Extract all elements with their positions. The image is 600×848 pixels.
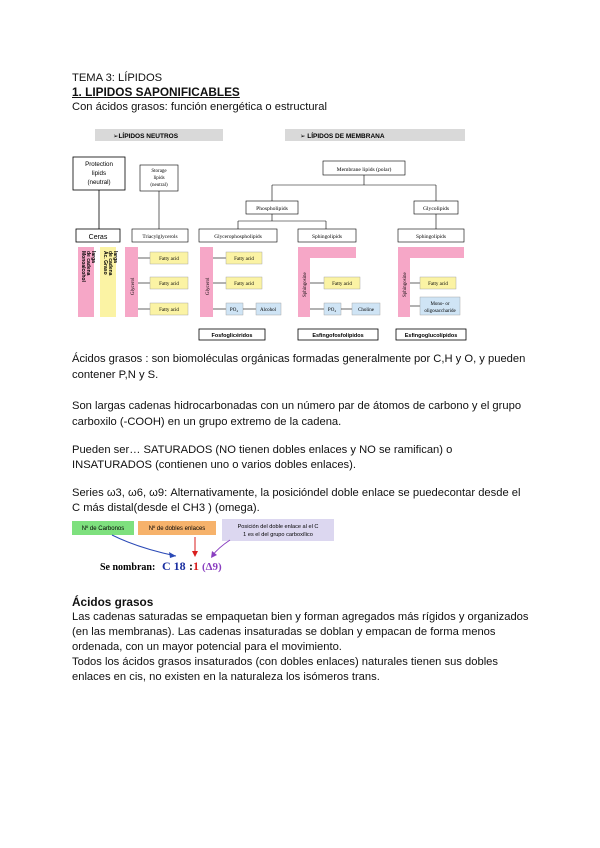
neutral-header: ➢LÍPIDOS NEUTROS [113, 133, 179, 140]
s2-line2: (en las membranas). Las cadenas insaturadas se doblan y empacan de forma menos [72, 626, 496, 638]
glycerophospho-fatty-acid-2-label: Fatty acid [234, 282, 254, 287]
carbon-arrow [112, 535, 176, 556]
glycerophospho-alcohol-label: Alcohol [259, 308, 277, 313]
position-line2: 1 es el del grupo carboxílico [243, 532, 313, 538]
tema-title: TEMA 3: LÍPIDOS [72, 72, 163, 84]
sphingoglyco-sugar-line2: oligosaccharide [424, 309, 456, 314]
ceras-label: Ceras [88, 234, 108, 241]
formula-delta: (Δ9) [202, 561, 222, 573]
p2-line1: Son largas cadenas hidrocarbonadas con un número par de átomos de carbono y el grupo [72, 400, 522, 412]
p4-line2: C más distal(desde el CH3 ) (omega). [72, 502, 260, 514]
storage-line2: lipids [153, 176, 165, 181]
s2-line1: Las cadenas saturadas se empaquetan bien y forman agregados más rígidos y organizados [72, 611, 529, 623]
ceras-pink-line2: de cadena [85, 251, 91, 276]
sphingophospho-fatty-acid-label: Fatty acid [332, 282, 352, 287]
storage-line3: (neutral) [150, 183, 168, 188]
ceras-fatty-line2: de cadena [107, 251, 113, 276]
storage-line1: Storage [151, 169, 167, 174]
carbon-count-label: Nº de Carbonos [81, 526, 125, 532]
sphingophospho-po4-label: PO₄ [327, 308, 337, 313]
p1-line1: Ácidos grasos : son biomoléculas orgánicas formadas generalmente por C,H y O, y pueden [72, 353, 526, 365]
esfingofosfolipidos-label: Esfingofosfolípidos [312, 333, 364, 339]
phospholipids-label: Phospholipids [256, 206, 288, 212]
formula-one: 1 [193, 559, 199, 573]
protection-line3: (neutral) [87, 179, 111, 186]
section-title-saponificables: 1. LIPIDOS SAPONIFICABLES [72, 85, 240, 99]
formula-c18: C 18 [162, 559, 186, 573]
triacyl-glycerol-label: Glycerol [131, 277, 136, 295]
named-prefix: Se nombran: [100, 562, 156, 573]
glycerophospho-glycerol-label: Glycerol [206, 277, 211, 295]
ceras-pink-line3: larga [90, 251, 96, 263]
membrane-lipids-label: Membrane lipids (polar) [336, 167, 392, 173]
triacyl-fatty-acid-2-label: Fatty acid [159, 282, 179, 287]
protection-line1: Protection [85, 161, 113, 168]
p4-line1: Series ω3, ω6, ω9: Alternativamente, la posicióndel doble enlace se puedecontar desde el [72, 487, 521, 499]
s2-line3: ordenada, con un mayor potencial para el movimiento. [72, 641, 342, 653]
p2-line2: carboxilo (-COOH) en un grupo extremo de la cadena. [72, 416, 342, 428]
s2-line4: Todos los ácidos grasos insaturados (con dobles enlaces) naturales tienen sus dobles [72, 656, 498, 668]
p3-line1: Pueden ser… SATURADOS (NO tienen dobles enlaces y NO se ramifican) o [72, 444, 453, 456]
esfingoglucolipidos-label: Esfingoglucolípidos [404, 333, 458, 339]
lipid-classification-diagram [68, 125, 476, 345]
sphingolipids-label-2: Sphingolipids [416, 234, 446, 240]
position-line1: Posición del doble enlace al el C [237, 524, 319, 530]
triacyl-fatty-acid-1-label: Fatty acid [159, 257, 179, 262]
ceras-fatty-line1: Ác. Graso [102, 251, 108, 275]
glycerophospho-po4-label: PO₄ [229, 308, 239, 313]
sphingoglyco-fatty-acid-label: Fatty acid [428, 282, 448, 287]
nomenclature-figure [68, 516, 340, 584]
triacylglycerols-label: Triacylglycerols [142, 234, 178, 240]
double-bond-count-label: Nº de dobles enlaces [148, 526, 206, 532]
sphingoglyco-sugar-line1: Mono- or [430, 302, 450, 307]
sphingolipids-label-1: Sphingolipids [312, 234, 342, 240]
ceras-fatty-line3: larga [112, 251, 118, 263]
p3-line2: INSATURADOS (contienen uno o varios dobles enlaces). [72, 459, 356, 471]
carbon-arrow-head [169, 552, 176, 558]
subtitle: Con ácidos grasos: función energética o estructural [72, 101, 327, 113]
formula-colon: : [189, 559, 193, 573]
glycolipids-label: Glycolipids [422, 206, 450, 212]
section-title-acidos-grasos: Ácidos grasos [72, 595, 154, 609]
sphingophospho-sphingosine-label: Sphingosine [303, 272, 308, 297]
sphingoglyco-sphingosine-label: Sphingosine [403, 272, 408, 297]
glycerophospho-fatty-acid-1-label: Fatty acid [234, 257, 254, 262]
p1-line2: contener P,N y S. [72, 369, 159, 381]
ceras-pink-line1: Monoalcohol [80, 251, 86, 282]
membrane-header: ➢ LÍPIDOS DE MEMBRANA [300, 133, 385, 140]
triacyl-fatty-acid-3-label: Fatty acid [159, 308, 179, 313]
sphingophospho-choline-label: Choline [358, 308, 374, 313]
protection-line2: lipids [91, 170, 107, 177]
position-arrow-head [211, 551, 217, 558]
double-bond-arrow-head [192, 551, 198, 557]
fosfogliceridos-label: Fosfoglicéridos [211, 333, 253, 339]
glycerophospholipids-label: Glycerophospholipids [214, 234, 262, 240]
s2-line5: enlaces en cis, no existen en la naturaleza los isómeros trans. [72, 671, 380, 683]
